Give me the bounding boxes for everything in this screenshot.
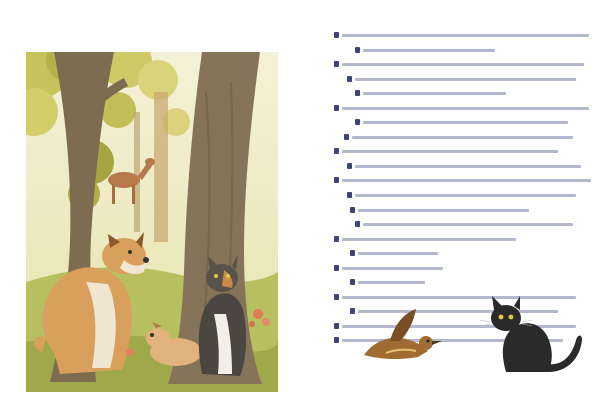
text-line-placeholder	[355, 194, 576, 197]
text-line	[334, 146, 594, 157]
text-line-initial	[334, 61, 339, 67]
text-line	[334, 59, 594, 70]
text-line	[334, 132, 594, 143]
text-line	[334, 219, 594, 230]
text-line-placeholder	[342, 107, 589, 110]
text-line-initial	[334, 148, 339, 154]
text-line-placeholder	[358, 209, 529, 212]
text-line	[334, 30, 594, 41]
text-line	[334, 74, 594, 85]
text-line-initial	[334, 32, 339, 38]
text-line-initial	[334, 323, 339, 329]
text-line-placeholder	[352, 136, 573, 139]
text-line-placeholder	[342, 150, 558, 153]
forest-illustration	[26, 52, 278, 392]
text-line-initial	[355, 119, 360, 125]
text-line-placeholder	[342, 238, 516, 241]
text-line-placeholder	[355, 78, 576, 81]
text-line	[334, 45, 594, 56]
text-line-placeholder	[363, 223, 573, 226]
text-line-initial	[334, 294, 339, 300]
text-line-initial	[347, 192, 352, 198]
text-line-initial	[350, 207, 355, 213]
text-line-initial	[334, 337, 339, 343]
text-line	[334, 103, 594, 114]
text-line-initial	[334, 236, 339, 242]
text-line-placeholder	[358, 281, 425, 284]
text-line-initial	[334, 105, 339, 111]
text-line-placeholder	[355, 165, 581, 168]
text-line-initial	[350, 250, 355, 256]
text-line	[334, 248, 594, 259]
text-line	[334, 277, 594, 288]
text-line-initial	[344, 134, 349, 140]
text-line	[334, 88, 594, 99]
text-line-initial	[347, 76, 352, 82]
text-line-initial	[334, 265, 339, 271]
text-line-initial	[355, 47, 360, 53]
black-cat-vignette	[476, 296, 586, 376]
text-line-placeholder	[358, 252, 438, 255]
text-line	[334, 263, 594, 274]
text-line	[334, 161, 594, 172]
text-line-placeholder	[363, 49, 495, 52]
bird-vignette	[356, 305, 442, 365]
text-line	[334, 205, 594, 216]
text-line-initial	[350, 279, 355, 285]
text-line	[334, 234, 594, 245]
text-line	[334, 190, 594, 201]
text-line-initial	[350, 308, 355, 314]
text-line-placeholder	[342, 179, 591, 182]
text-line-initial	[355, 90, 360, 96]
text-line-placeholder	[342, 63, 584, 66]
text-line-initial	[334, 177, 339, 183]
text-line-placeholder	[342, 34, 589, 37]
text-line	[334, 117, 594, 128]
text-line-placeholder	[363, 92, 506, 95]
text-line-initial	[355, 221, 360, 227]
text-line	[334, 175, 594, 186]
text-line-placeholder	[363, 121, 568, 124]
text-line-initial	[347, 163, 352, 169]
text-line-placeholder	[342, 267, 443, 270]
